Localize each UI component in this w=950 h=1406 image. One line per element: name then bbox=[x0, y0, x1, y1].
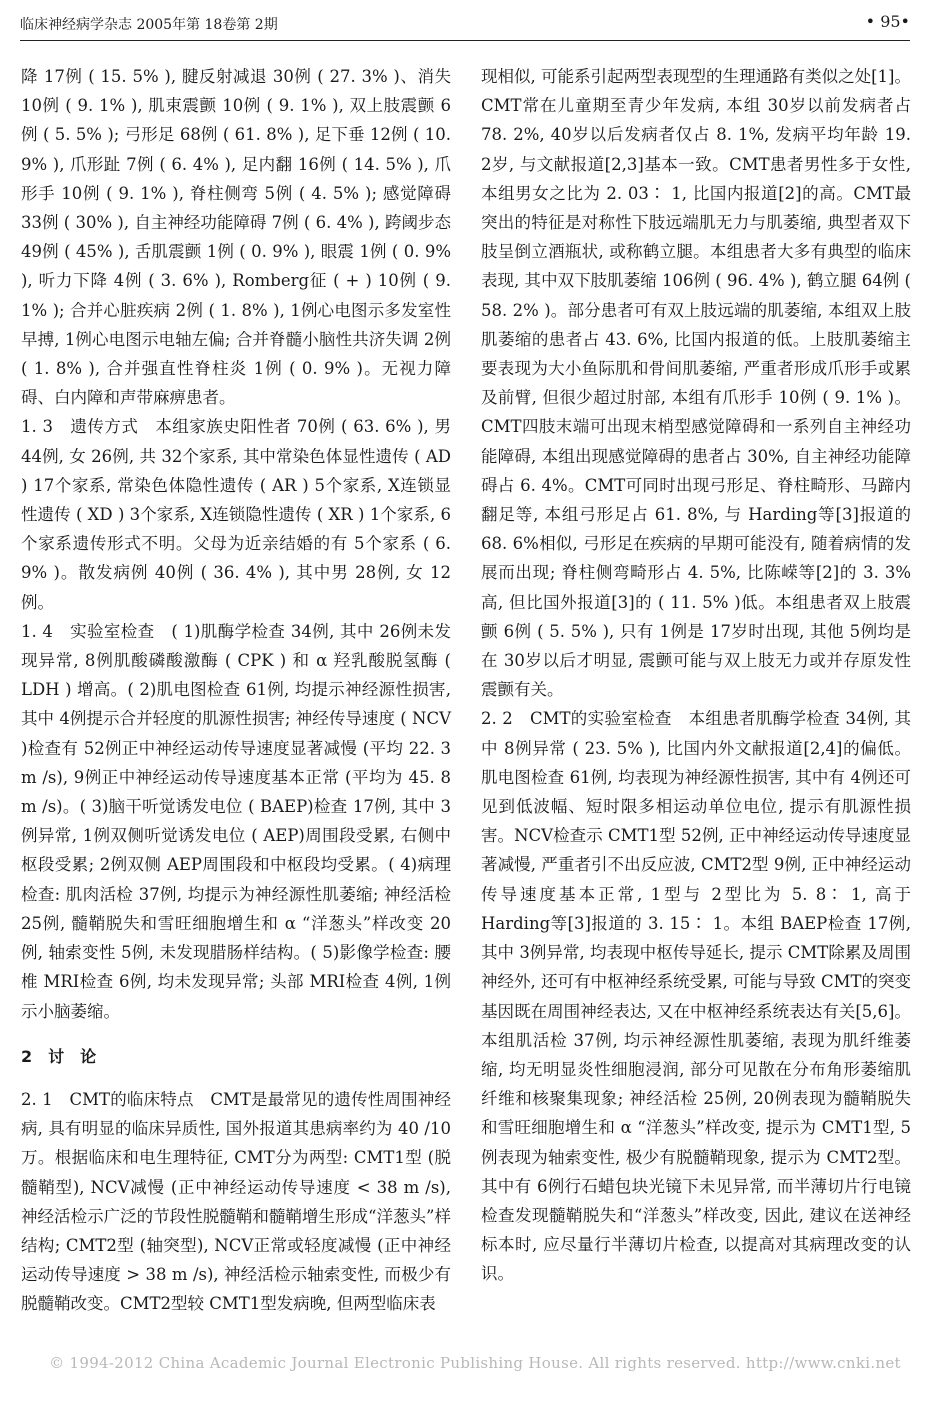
copyright-watermark: © 1994-2012 China Academic Journal Electronic Publishing House. All rights reserved. http://www.cnki.net bbox=[49, 1354, 901, 1372]
running-header bbox=[20, 8, 910, 38]
journal-title: 临床神经病学杂志 2005年第 18卷第 2期 bbox=[20, 17, 278, 33]
section-1-4 bbox=[21, 617, 451, 1026]
section-2-2 bbox=[481, 704, 911, 1288]
page-number: • 95• bbox=[865, 12, 910, 31]
left-column bbox=[21, 62, 451, 1319]
paragraph-lab-discussion: 本组患者肌酶学检查 34例, 其中 8例异常 ( 23. 5% ), 比国内外文献报道[2,4]的偏低。肌电图检查 61例, 均表现为神经源性损害, 其中有 4例还可见到低波幅、短时限多相运动单位电位, 提示有肌源性损害。NCV检查示 CMT1型 52例, 正中神经运动传导速度显著减慢, 严重者引不出反应波, CMT2型 9例, 正中神经运动传导速度基本正常, 1型与 2型比为 5. 8∶ 1, 高于 Harding等[3]报道的 3. 15∶ 1。本组 BAEP检查 17例, 其中 3例异常, 均表现中枢传导延长, 提示 CMT除累及周围神经外, 还可有中枢神经系统受累, 可能与导致 CMT的突变基因既在周围神经表达, 又在中枢神经系统表达有关[5,6]。本组肌活检 37例, 均示神经源性肌萎缩, 表现为肌纤维萎缩, 均无明显炎性细胞浸润, 部分可见散在分布角形萎缩肌纤维和核聚集现象; 神经活检 25例, 20例表现为髓鞘脱失和雪旺细胞增生和 α “洋葱头”样改变, 提示为 CMT1型, 5例表现为轴索变性, 极少有脱髓鞘现象, 提示为 CMT2型。其中有 6例行石蜡包块光镜下未见异常, 而半薄切片行电镜检查发现髓鞘脱失和“洋葱头”样改变, 因此, 建议在送神经标本时, 应尽量行半薄切片检查, 以提高对其病理改变的认识。 bbox=[481, 709, 911, 1284]
subheading-lab-tests: 1. 4 实验室检查 bbox=[21, 621, 172, 641]
section-2-1 bbox=[21, 1085, 451, 1319]
paragraph-lab-tests: ( 1)肌酶学检查 34例, 其中 26例未发现异常, 8例肌酸磷酸激酶 ( CPK ) 和 α 羟乳酸脱氢酶 ( LDH ) 增高。( 2)肌电图检查 61例, 均提示神经源性损害, 其中 4例提示合并轻度的肌源性损害; 神经传导速度 ( NCV )检查有 52例正中神经运动传导速度显著减慢 (平均 22. 3 m /s), 9例正中神经运动传导速度基本正常 (平均为 45. 8 m /s)。( 3)脑干听觉诱发电位 ( BAEP)检查 17例, 其中 3例异常, 1例双侧听觉诱发电位 ( AEP)周围段受累, 右侧中枢段受累; 2例双侧 AEP周围段和中枢段均受累。( 4)病理检查: 肌肉活检 37例, 均提示为神经源性肌萎缩; 神经活检 25例, 髓鞘脱失和雪旺细胞增生和 α “洋葱头”样改变 20例, 轴索变性 5例, 未发现腊肠样结构。( 5)影像学检查: 腰椎 MRI检查 6例, 均未发现异常; 头部 MRI检查 4例, 1例示小脑萎缩。 bbox=[21, 621, 451, 1021]
header-rule bbox=[20, 40, 910, 41]
subheading-lab-discussion: 2. 2 CMT的实验室检查 bbox=[481, 709, 689, 729]
paragraph-heredity: 本组家族史阳性者 70例 ( 63. 6% ), 男 44例, 女 26例, 共 32个家系, 其中常染色体显性遗传 ( AD ) 17个家系, 常染色体隐性遗传 ( AR ) 5个家系, X连锁显性遗传 ( XD ) 3个家系, X连锁隐性遗传 ( XR ) 1个家系, 6个家系遗传形式不明。父母为近亲结婚的有 5个家系 ( 6. 9% )。散发病例 40例 ( 36. 4% ), 其中男 28例, 女 12例。 bbox=[21, 417, 451, 612]
paragraph-clinical-features: CMT是最常见的遗传性周围神经病, 具有明显的临床异质性, 国外报道其患病率约为 40 /10万。根据临床和电生理特征, CMT分为两型: CMT1型 (脱髓鞘型), NCV减慢 (正中神经运动传导速度 < 38 m /s), 神经活检示广泛的节段性脱髓鞘和髓鞘增生形成“洋葱头”样结构; CMT2型 (轴突型), NCV正常或轻度减慢 (正中神经运动传导速度 > 38 m /s), 神经活检示轴索变性, 而极少有脱髓鞘改变。CMT2型较 CMT1型发病晚, 但两型临床表 bbox=[21, 1089, 451, 1314]
paragraph-clinical-continued: 现相似, 可能系引起两型表现型的生理通路有类似之处[1]。CMT常在儿童期至青少年发病, 本组 30岁以前发病者占 78. 2%, 40岁以后发病者仅占 8. 1%, 发病平均年龄 19. 2岁, 与文献报道[2,3]基本一致。CMT患者男性多于女性, 本组男女之比为 2. 03∶ 1, 比国内报道[2]的高。CMT最突出的特征是对称性下肢远端肌无力与肌萎缩, 典型者双下肢呈倒立酒瓶状, 或称鹤立腿。本组患者大多有典型的临床表现, 其中双下肢肌萎缩 106例 ( 96. 4% ), 鹤立腿 64例 ( 58. 2% )。部分患者可有双上肢远端的肌萎缩, 本组双上肢肌萎缩的患者占 43. 6%, 比国内报道的低。上肢肌萎缩主要表现为大小鱼际肌和骨间肌萎缩, 严重者形成爪形手或累及前臂, 但很少超过肘部, 本组有爪形手 10例 ( 9. 1% )。CMT四肢末端可出现末梢型感觉障碍和一系列自主神经功能障碍, 本组出现感觉障碍的患者占 30%, 自主神经功能障碍占 6. 4%。CMT可同时出现弓形足、脊柱畸形、马蹄内翻足等, 本组弓形足占 61. 8%, 与 Harding等[3]报道的 68. 6%相似, 弓形足在疾病的早期可能没有, 随着病情的发展而出现; 脊柱侧弯畸形占 4. 5%, 比陈嵘等[2]的 3. 3%高, 但比国外报道[3]的 ( 11. 5% )低。本组患者双上肢震颤 6例 ( 5. 5% ), 只有 1例是 17岁时出现, 其他 5例均是在 30岁以后才明显, 震颤可能与双上肢无力或并存原发性震颤有关。 bbox=[481, 67, 911, 700]
subheading-heredity: 1. 3 遗传方式 bbox=[21, 417, 156, 437]
right-column bbox=[481, 62, 911, 1289]
paragraph-symptoms: 降 17例 ( 15. 5% ), 腱反射减退 30例 ( 27. 3% )、消失 10例 ( 9. 1% ), 肌束震颤 10例 ( 9. 1% ), 双上肢震颤 6例 ( 5. 5% ); 弓形足 68例 ( 61. 8% ), 足下垂 12例 ( 10. 9% ), 爪形趾 7例 ( 6. 4% ), 足内翻 16例 ( 14. 5% ), 爪形手 10例 ( 9. 1% ), 脊柱侧弯 5例 ( 4. 5% ); 感觉障碍 33例 ( 30% ), 自主神经功能障碍 7例 ( 6. 4% ), 跨阈步态 49例 ( 45% ), 舌肌震颤 1例 ( 0. 9% ), 眼震 1例 ( 0. 9% ), 听力下降 4例 ( 3. 6% ), Romberg征 ( + ) 10例 ( 9. 1% ); 合并心脏疾病 2例 ( 1. 8% ), 1例心电图示多发室性早搏, 1例心电图示电轴左偏; 合并脊髓小脑性共济失调 2例 ( 1. 8% ), 合并强直性脊柱炎 1例 ( 0. 9% )。无视力障碍、白内障和声带麻痹患者。 bbox=[21, 67, 451, 408]
section-title-discussion: 2 讨 论 bbox=[21, 1046, 97, 1066]
section-1-3 bbox=[21, 412, 451, 616]
subheading-clinical-features: 2. 1 CMT的临床特点 bbox=[21, 1089, 211, 1109]
